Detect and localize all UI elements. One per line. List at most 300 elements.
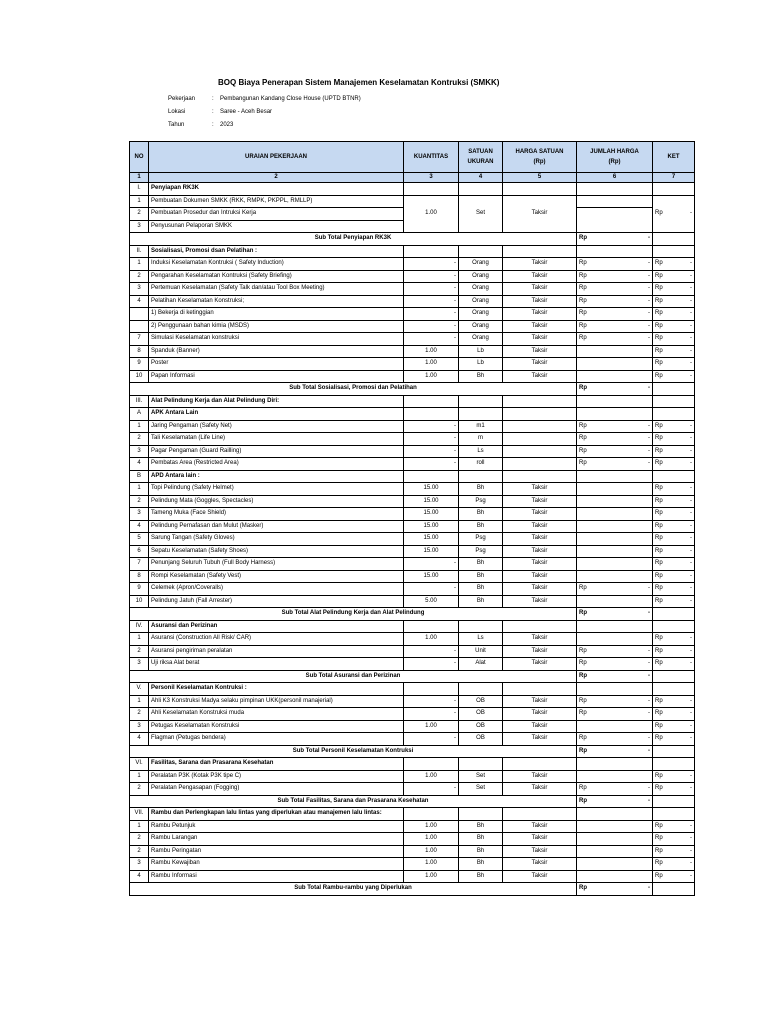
- empty-cell: [503, 620, 577, 633]
- row-no: 2: [130, 708, 149, 721]
- row-no: VI.: [130, 758, 149, 771]
- header-kuantitas: KUANTITAS: [404, 142, 459, 173]
- row-kuantitas: 1.00: [404, 845, 459, 858]
- row-kuantitas: 1.00: [404, 858, 459, 871]
- subtotal-label: Sub Total Asuransi dan Perizinan: [130, 670, 577, 683]
- row-uraian: Fasilitas, Sarana dan Prasarana Kesehatan: [149, 758, 404, 771]
- row-no: 2: [130, 645, 149, 658]
- row-taksir: [503, 458, 577, 471]
- subtotal-label: Sub Total Penyiapan RK3K: [130, 233, 577, 246]
- empty-cell: [577, 408, 653, 421]
- row-jumlah: Rp -: [653, 495, 695, 508]
- row-kuantitas: -: [404, 333, 459, 346]
- row-jumlah: Rp -: [653, 658, 695, 671]
- table-row: [130, 420, 695, 433]
- empty-cell: [459, 808, 503, 821]
- row-kuantitas: 1.00: [404, 345, 459, 358]
- row-no: 2: [130, 270, 149, 283]
- table-row: [130, 495, 695, 508]
- row-uraian: Rambu Informasi: [149, 870, 404, 883]
- row-jumlah: Rp -: [653, 483, 695, 496]
- empty-cell: [404, 683, 459, 696]
- table-row: [130, 870, 695, 883]
- row-uraian: Pengarahan Keselamatan Kontruksi (Safety Briefing): [149, 270, 404, 283]
- table-row: [130, 858, 695, 871]
- row-jumlah: Rp -: [653, 833, 695, 846]
- row-uraian: Pembuatan Dokumen SMKK (RKK, RMPK, PKPPL, RMLLP): [149, 195, 404, 208]
- row-uraian: Sarung Tangan (Safety Gloves): [149, 533, 404, 546]
- table-row: [130, 433, 695, 446]
- row-satuan: Set: [459, 770, 503, 783]
- row-taksir: Taksir: [503, 283, 577, 296]
- row-taksir: [503, 445, 577, 458]
- row-satuan: Alat: [459, 658, 503, 671]
- row-satuan: Ls: [459, 445, 503, 458]
- boq-table: [129, 141, 695, 896]
- empty-cell: [577, 245, 653, 258]
- empty-cell: [404, 183, 459, 196]
- row-taksir: Taksir: [503, 558, 577, 571]
- row-harga: Rp -: [577, 445, 653, 458]
- header-no: NO: [130, 142, 149, 173]
- row-satuan: Bh: [459, 508, 503, 521]
- row-taksir: Taksir: [503, 733, 577, 746]
- subtotal-row: [130, 670, 695, 683]
- empty-cell: [653, 395, 695, 408]
- empty-cell: [577, 395, 653, 408]
- row-jumlah: Rp -: [653, 445, 695, 458]
- row-no: 5: [130, 533, 149, 546]
- row-no: II.: [130, 245, 149, 258]
- empty-cell: [503, 808, 577, 821]
- empty-cell: [577, 808, 653, 821]
- table-row: [130, 320, 695, 333]
- row-jumlah: Rp -: [653, 545, 695, 558]
- row-harga: Rp -: [577, 733, 653, 746]
- row-satuan: Bh: [459, 583, 503, 596]
- row-kuantitas: -: [404, 458, 459, 471]
- empty-cell: [653, 245, 695, 258]
- row-no: 3: [130, 283, 149, 296]
- row-taksir: Taksir: [503, 645, 577, 658]
- row-kuantitas: -: [404, 708, 459, 721]
- row-satuan: Orang: [459, 308, 503, 321]
- meta-pekerjaan: Pekerjaan : Pembangunan Kandang Close House (UPTD BTNR): [168, 96, 361, 102]
- row-uraian: Pembatas Area (Restricted Area): [149, 458, 404, 471]
- row-harga: [577, 520, 653, 533]
- table-row: [130, 583, 695, 596]
- row-jumlah: Rp -: [653, 820, 695, 833]
- row-jumlah: Rp -: [653, 308, 695, 321]
- row-kuantitas: 15.00: [404, 495, 459, 508]
- row-taksir: Taksir: [503, 720, 577, 733]
- row-no: 1: [130, 420, 149, 433]
- empty-cell: [404, 395, 459, 408]
- row-no: B: [130, 470, 149, 483]
- row-no: 1: [130, 195, 149, 208]
- row-kuantitas: -: [404, 695, 459, 708]
- row-satuan: Lb: [459, 345, 503, 358]
- row-taksir: Taksir: [503, 820, 577, 833]
- row-taksir: [503, 420, 577, 433]
- row-taksir: Taksir: [503, 570, 577, 583]
- row-harga: [577, 495, 653, 508]
- row-jumlah: Rp -: [653, 333, 695, 346]
- row-harga: [577, 845, 653, 858]
- subtotal-jumlah: Rp -: [577, 795, 653, 808]
- row-harga: Rp -: [577, 283, 653, 296]
- row-taksir: Taksir: [503, 358, 577, 371]
- row-harga: Rp -: [577, 783, 653, 796]
- empty-cell: [653, 183, 695, 196]
- row-satuan: Bh: [459, 833, 503, 846]
- row-no: [130, 320, 149, 333]
- row-no: 3: [130, 445, 149, 458]
- row-satuan: Psg: [459, 495, 503, 508]
- empty-cell: [459, 758, 503, 771]
- subtotal-jumlah: Rp -: [577, 883, 653, 896]
- subtotal-jumlah: Rp -: [577, 233, 653, 246]
- row-uraian: Asuransi dan Perizinan: [149, 620, 404, 633]
- empty-cell: [653, 683, 695, 696]
- row-harga: [577, 720, 653, 733]
- row-harga: [577, 345, 653, 358]
- row-no: [130, 308, 149, 321]
- empty-cell: [653, 758, 695, 771]
- row-kuantitas: 15.00: [404, 483, 459, 496]
- document-title: BOQ Biaya Penerapan Sistem Manajemen Keselamatan Kontruksi (SMKK): [218, 78, 500, 87]
- row-harga: [577, 358, 653, 371]
- row-no: 3: [130, 858, 149, 871]
- row-harga: [577, 570, 653, 583]
- row-kuantitas: 1.00: [404, 720, 459, 733]
- empty-cell: [459, 245, 503, 258]
- row-no: 10: [130, 595, 149, 608]
- table-row: [130, 308, 695, 321]
- row-no: 6: [130, 545, 149, 558]
- row-uraian: Simulasi Keselamatan konstruksi: [149, 333, 404, 346]
- row-taksir: Taksir: [503, 520, 577, 533]
- row-jumlah: Rp -: [653, 258, 695, 271]
- row-satuan: Bh: [459, 370, 503, 383]
- row-harga: [577, 558, 653, 571]
- section-row: [130, 183, 695, 196]
- table-row: [130, 508, 695, 521]
- row-jumlah: Rp -: [653, 695, 695, 708]
- row-taksir: Taksir: [503, 495, 577, 508]
- header-uraian: URAIAN PEKERJAAN: [149, 142, 404, 173]
- row-jumlah: Rp -: [653, 295, 695, 308]
- row-kuantitas: 1.00: [404, 833, 459, 846]
- row-no: 7: [130, 333, 149, 346]
- row-taksir: Taksir: [503, 308, 577, 321]
- row-uraian: Jaring Pengaman (Safety Net): [149, 420, 404, 433]
- row-harga: [577, 870, 653, 883]
- section-row: [130, 470, 695, 483]
- row-kuantitas: 15.00: [404, 545, 459, 558]
- ket-cell: [653, 608, 695, 621]
- section-row: [130, 620, 695, 633]
- row-no: 2: [130, 433, 149, 446]
- table-row: [130, 770, 695, 783]
- row-no: 8: [130, 570, 149, 583]
- empty-cell: [577, 683, 653, 696]
- row-harga: Rp -: [577, 420, 653, 433]
- row-kuantitas: -: [404, 283, 459, 296]
- row-uraian: Spanduk (Banner): [149, 345, 404, 358]
- row-uraian: Rambu Larangan: [149, 833, 404, 846]
- table-row: [130, 295, 695, 308]
- row-no: 1: [130, 633, 149, 646]
- table-row: [130, 645, 695, 658]
- row-kuantitas: -: [404, 558, 459, 571]
- row-taksir: Taksir: [503, 258, 577, 271]
- subtotal-row: [130, 745, 695, 758]
- row-kuantitas: 1.00: [404, 820, 459, 833]
- row-harga: [577, 770, 653, 783]
- subtotal-jumlah: Rp -: [577, 608, 653, 621]
- row-uraian: Alat Pelindung Kerja dan Alat Pelindung Diri:: [149, 395, 404, 408]
- table-row: [130, 733, 695, 746]
- row-harga: [577, 483, 653, 496]
- row-taksir: Taksir: [503, 295, 577, 308]
- row-no: 9: [130, 358, 149, 371]
- table-row: [130, 783, 695, 796]
- row-satuan: Orang: [459, 258, 503, 271]
- row-jumlah: Rp -: [653, 558, 695, 571]
- row-harga: [577, 595, 653, 608]
- row-no: 4: [130, 458, 149, 471]
- ket-cell: [653, 745, 695, 758]
- empty-cell: [653, 808, 695, 821]
- row-taksir: Taksir: [503, 833, 577, 846]
- row-no: 4: [130, 870, 149, 883]
- row-harga: [577, 545, 653, 558]
- row-jumlah: Rp -: [653, 858, 695, 871]
- table-row: [130, 333, 695, 346]
- subtotal-label: Sub Total Alat Pelindung Kerja dan Alat Pelindung: [130, 608, 577, 621]
- row-jumlah: Rp -: [653, 283, 695, 296]
- row-taksir: [503, 433, 577, 446]
- row-taksir: Taksir: [503, 345, 577, 358]
- ket-cell: [653, 795, 695, 808]
- row-uraian: Tali Keselamatan (Life Line): [149, 433, 404, 446]
- row-no: 4: [130, 733, 149, 746]
- table-row: [130, 458, 695, 471]
- subtotal-label: Sub Total Fasilitas, Sarana dan Prasarana Kesehatan: [130, 795, 577, 808]
- row-no: III.: [130, 395, 149, 408]
- empty-cell: [653, 620, 695, 633]
- row-kuantitas: -: [404, 258, 459, 271]
- row-jumlah: Rp -: [653, 870, 695, 883]
- ket-cell: [653, 383, 695, 396]
- row-no: 4: [130, 295, 149, 308]
- row-satuan: Psg: [459, 533, 503, 546]
- row-no: VII.: [130, 808, 149, 821]
- row-uraian: Flagman (Petugas bendera): [149, 733, 404, 746]
- row-no: 3: [130, 658, 149, 671]
- row-no: IV.: [130, 620, 149, 633]
- row-uraian: Rambu Kewajiban: [149, 858, 404, 871]
- row-kuantitas: 1.00: [404, 870, 459, 883]
- section-row: [130, 683, 695, 696]
- table-row: [130, 720, 695, 733]
- row-harga: [577, 633, 653, 646]
- row-no: 1: [130, 770, 149, 783]
- section-row: [130, 758, 695, 771]
- empty-cell: [503, 408, 577, 421]
- row-satuan: m: [459, 433, 503, 446]
- row-taksir: Taksir: [503, 633, 577, 646]
- row-harga: Rp -: [577, 645, 653, 658]
- ket-cell: [653, 883, 695, 896]
- row-satuan: Lb: [459, 358, 503, 371]
- empty-cell: [404, 808, 459, 821]
- row-harga: Rp -: [577, 308, 653, 321]
- row-kuantitas: -: [404, 420, 459, 433]
- row-kuantitas: -: [404, 308, 459, 321]
- row-kuantitas: -: [404, 445, 459, 458]
- row-jumlah: Rp -: [653, 320, 695, 333]
- row-jumlah: Rp -: [653, 358, 695, 371]
- subtotal-label: Sub Total Personil Keselamatan Kontruksi: [130, 745, 577, 758]
- row-harga: Rp -: [577, 583, 653, 596]
- row-uraian: Poster: [149, 358, 404, 371]
- row-uraian: Topi Pelindung (Safety Helmet): [149, 483, 404, 496]
- empty-cell: [404, 408, 459, 421]
- row-jumlah: Rp -: [653, 420, 695, 433]
- row-taksir: Taksir: [503, 858, 577, 871]
- subtotal-row: [130, 233, 695, 246]
- row-taksir: Taksir: [503, 658, 577, 671]
- row-jumlah: Rp -: [653, 720, 695, 733]
- row-harga: Rp -: [577, 295, 653, 308]
- subtotal-row: [130, 383, 695, 396]
- row-harga: Rp -: [577, 433, 653, 446]
- row-jumlah: Rp -: [653, 845, 695, 858]
- subtotal-row: [130, 795, 695, 808]
- row-taksir: Taksir: [503, 583, 577, 596]
- row-taksir: Taksir: [503, 708, 577, 721]
- row-jumlah: Rp -: [653, 708, 695, 721]
- row-taksir: Taksir: [503, 870, 577, 883]
- row-satuan: m1: [459, 420, 503, 433]
- row-no: 1: [130, 820, 149, 833]
- row-kuantitas: 1.00: [404, 770, 459, 783]
- table-row: [130, 658, 695, 671]
- row-harga: Rp -: [577, 258, 653, 271]
- table-row: [130, 370, 695, 383]
- subtotal-jumlah: Rp -: [577, 745, 653, 758]
- subtotal-label: Sub Total Sosialisasi, Promosi dan Pelatihan: [130, 383, 577, 396]
- row-uraian: Pelindung Jatuh (Fall Arrester): [149, 595, 404, 608]
- row-kuantitas: -: [404, 295, 459, 308]
- row-uraian: Pelindung Pernafasan dan Mulut (Masker): [149, 520, 404, 533]
- row-no: 1: [130, 483, 149, 496]
- row-kuantitas: 15.00: [404, 520, 459, 533]
- empty-cell: [459, 470, 503, 483]
- table-row: [130, 570, 695, 583]
- row-jumlah: Rp -: [653, 645, 695, 658]
- row-kuantitas: 1.00: [404, 370, 459, 383]
- row-satuan: OB: [459, 720, 503, 733]
- row-uraian: Pertemuan Keselamatan (Safety Talk dan/atau Tool Box Meeting): [149, 283, 404, 296]
- row-taksir: Taksir: [503, 545, 577, 558]
- row-kuantitas: -: [404, 783, 459, 796]
- row-kuantitas: 15.00: [404, 570, 459, 583]
- row-taksir: Taksir: [503, 270, 577, 283]
- row-harga: [577, 508, 653, 521]
- row-kuantitas: -: [404, 320, 459, 333]
- section-row: [130, 395, 695, 408]
- row-satuan: roll: [459, 458, 503, 471]
- row-no: 3: [130, 508, 149, 521]
- table-row: [130, 708, 695, 721]
- row-no: 2: [130, 833, 149, 846]
- header-harga: HARGA SATUAN (Rp): [503, 142, 577, 173]
- row-jumlah: Rp -: [653, 583, 695, 596]
- row-no: 2: [130, 208, 149, 221]
- meta-lokasi: Lokasi : Saree - Aceh Besar: [168, 109, 273, 115]
- empty-cell: [503, 683, 577, 696]
- row-satuan: Psg: [459, 545, 503, 558]
- empty-cell: [503, 470, 577, 483]
- row-uraian: Ahli Keselamatan Konstruksi muda: [149, 708, 404, 721]
- row-uraian: 1) Bekerja di ketinggian: [149, 308, 404, 321]
- empty-cell: [404, 470, 459, 483]
- row-jumlah: Rp -: [653, 520, 695, 533]
- row-uraian: Penunjang Seluruh Tubuh (Full Body Harness): [149, 558, 404, 571]
- row-no: 2: [130, 783, 149, 796]
- row-satuan: Orang: [459, 333, 503, 346]
- row-kuantitas: 1.00: [404, 358, 459, 371]
- row-no: 7: [130, 558, 149, 571]
- row-jumlah: Rp -: [653, 533, 695, 546]
- row-jumlah: Rp -: [653, 570, 695, 583]
- row-satuan: Bh: [459, 858, 503, 871]
- column-number-row: 1 2 3 4 5 6 7: [130, 173, 695, 183]
- row-satuan: Orang: [459, 283, 503, 296]
- row-kuantitas: 1.00: [404, 633, 459, 646]
- row-uraian: Pelindung Mata (Goggles, Spectacles): [149, 495, 404, 508]
- subtotal-label: Sub Total Rambu-rambu yang Diperlukan: [130, 883, 577, 896]
- row-satuan: OB: [459, 733, 503, 746]
- row-harga: [577, 833, 653, 846]
- row-no: 3: [130, 720, 149, 733]
- row-uraian: Sepatu Keselamatan (Safety Shoes): [149, 545, 404, 558]
- row-jumlah: Rp -: [653, 433, 695, 446]
- row-uraian: Uji riksa Alat berat: [149, 658, 404, 671]
- row-harga: [577, 195, 653, 208]
- row-no: 2: [130, 495, 149, 508]
- empty-cell: [503, 183, 577, 196]
- row-harga: [577, 820, 653, 833]
- row-kuantitas: -: [404, 733, 459, 746]
- row-kuantitas: 15.00: [404, 533, 459, 546]
- row-satuan: Bh: [459, 558, 503, 571]
- row-taksir: Taksir: [503, 195, 577, 233]
- row-taksir: Taksir: [503, 483, 577, 496]
- row-satuan: Bh: [459, 870, 503, 883]
- row-satuan: Bh: [459, 520, 503, 533]
- row-satuan: Bh: [459, 595, 503, 608]
- row-uraian: Peralatan P3K (Kotak P3K tipe C): [149, 770, 404, 783]
- table-row: [130, 633, 695, 646]
- row-uraian: Celemek (Apron/Coveralls): [149, 583, 404, 596]
- table-row: [130, 558, 695, 571]
- empty-cell: [653, 470, 695, 483]
- table-row: [130, 595, 695, 608]
